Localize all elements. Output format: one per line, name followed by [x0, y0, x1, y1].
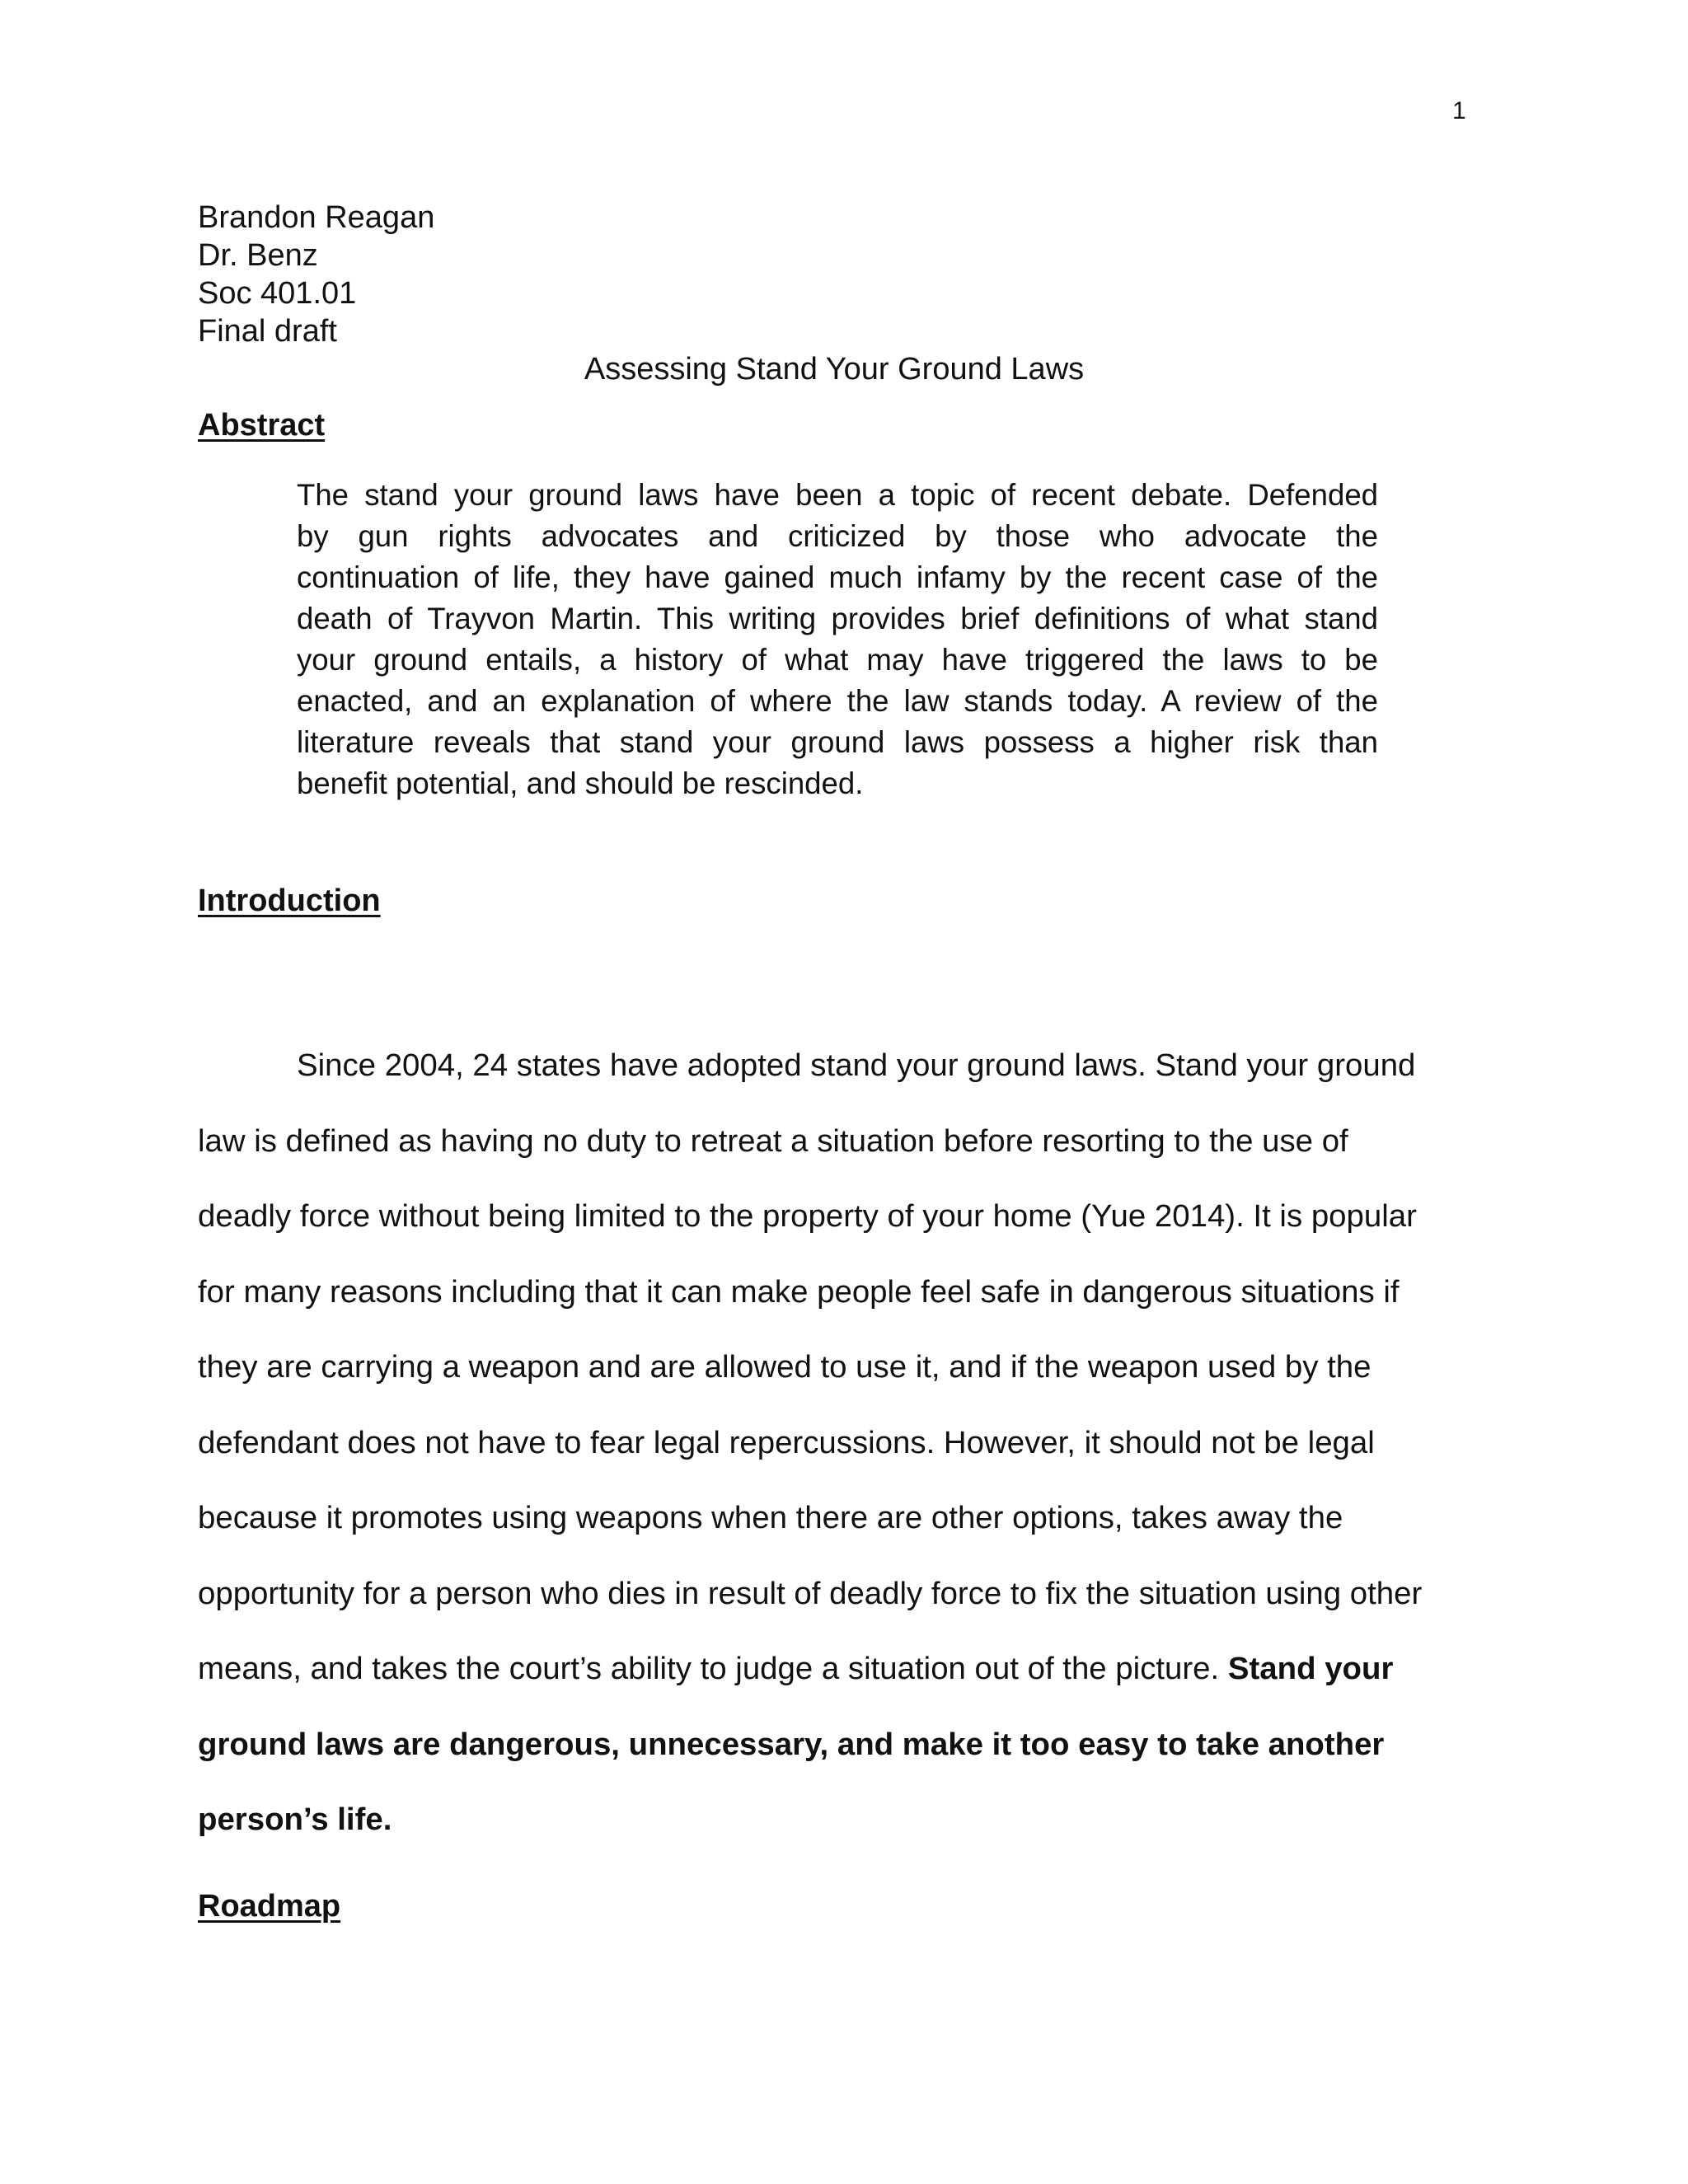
intro-line: defendant does not have to fear legal repercussions. However, it should not be legal — [198, 1424, 1375, 1460]
document-header — [198, 199, 857, 350]
intro-line: because it promotes using weapons when there are other options, takes away the — [198, 1500, 1343, 1535]
abstract-paragraph — [297, 475, 1378, 804]
abstract-line: your ground entails, a history of what may have triggered the laws to be — [297, 643, 1378, 677]
introduction-heading: Introduction — [198, 883, 381, 918]
intro-line: law is defined as having no duty to retreat a situation before resorting to the use of — [198, 1122, 1348, 1159]
intro-line — [198, 1650, 1484, 1726]
intro-line-text: means, and takes the court’s ability to judge a situation out of the picture. — [198, 1651, 1220, 1686]
introduction-paragraph — [198, 1047, 1484, 1877]
intro-line: opportunity for a person who dies in result of deadly force to fix the situation using other — [198, 1575, 1423, 1611]
document-title: Assessing Stand Your Ground Laws — [584, 352, 1085, 387]
intro-line: Since 2004, 24 states have adopted stand your ground laws. Stand your ground — [297, 1047, 1416, 1083]
thesis-statement-line: person’s life. — [198, 1802, 392, 1837]
intro-line: deadly force without being limited to the property of your home (Yue 2014). It is popular — [198, 1198, 1417, 1234]
abstract-line: literature reveals that stand your ground laws possess a higher risk than — [297, 725, 1378, 759]
roadmap-heading: Roadmap — [198, 1889, 341, 1924]
draft-label: Final draft — [198, 314, 337, 349]
abstract-line: The stand your ground laws have been a topic of recent debate. Defended — [297, 478, 1378, 512]
thesis-statement-line: ground laws are dangerous, unnecessary, and make it too easy to take another — [198, 1726, 1385, 1762]
abstract-line: enacted, and an explanation of where the law stands today. A review of the — [297, 684, 1378, 718]
abstract-line: by gun rights advocates and criticized by those who advocate the — [297, 519, 1378, 553]
intro-line: for many reasons including that it can make people feel safe in dangerous situations if — [198, 1273, 1400, 1310]
author-name: Brandon Reagan — [198, 200, 435, 235]
thesis-statement-start: Stand your — [1227, 1651, 1394, 1686]
page-number: 1 — [1452, 97, 1466, 124]
abstract-heading: Abstract — [198, 408, 326, 443]
abstract-line: continuation of life, they have gained much infamy by the recent case of the — [297, 560, 1378, 594]
intro-line: they are carrying a weapon and are allowed to use it, and if the weapon used by the — [198, 1349, 1372, 1385]
abstract-line: benefit potential, and should be rescinded. — [297, 766, 864, 800]
course-code: Soc 401.01 — [198, 276, 357, 311]
instructor-name: Dr. Benz — [198, 238, 318, 273]
abstract-line: death of Trayvon Martin. This writing provides brief definitions of what stand — [297, 602, 1378, 635]
